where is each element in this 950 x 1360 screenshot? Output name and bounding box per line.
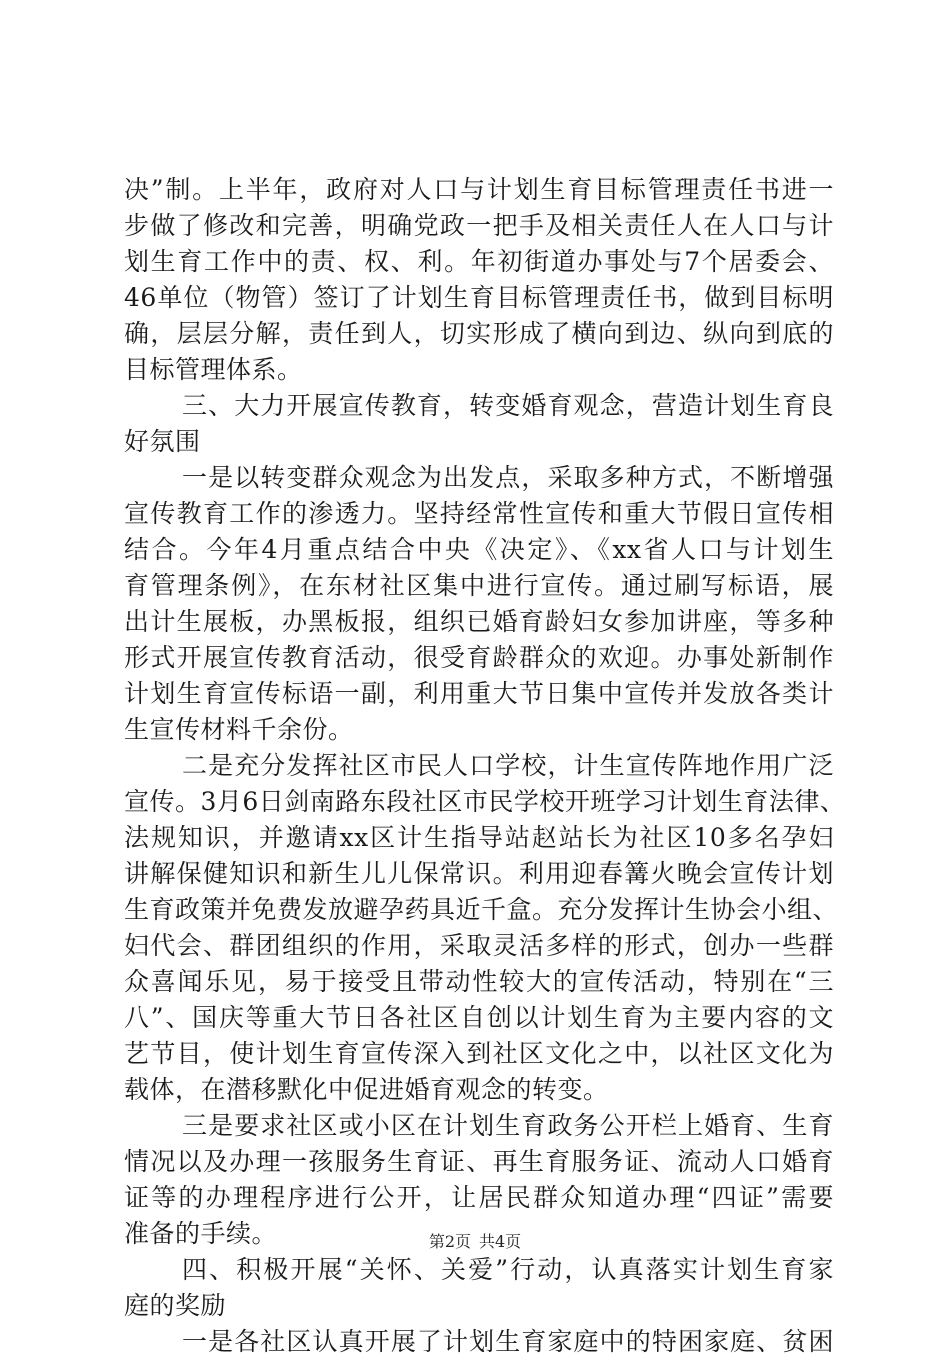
text-line: 八”、国庆等重大节日各社区自创以计划生育为主要内容的文 <box>124 1003 834 1032</box>
text-line: 艺节目，使计划生育宣传深入到社区文化之中，以社区文化为 <box>124 1039 834 1068</box>
text-line: 讲解保健知识和新生儿儿保常识。利用迎春篝火晚会宣传计划 <box>124 859 834 888</box>
text-line: 计划生育宣传标语一副，利用重大节日集中宣传并发放各类计 <box>124 679 834 708</box>
text-line: 生宣传材料千余份。 <box>124 715 354 744</box>
text-line: 载体，在潜移默化中促进婚育观念的转变。 <box>124 1075 609 1104</box>
text-line: 三是要求社区或小区在计划生育政务公开栏上婚育、生育 <box>182 1111 834 1140</box>
text-line: 妇代会、群团组织的作用，采取灵活多样的形式，创办一些群 <box>124 931 834 960</box>
text-line: 划生育工作中的责、权、利。年初街道办事处与7个居委会、 <box>124 247 834 276</box>
text-line: 一是各社区认真开展了计划生育家庭中的特困家庭、贫困 <box>182 1327 834 1356</box>
text-line: 法规知识，并邀请xx区计生指导站赵站长为社区10多名孕妇 <box>124 823 834 852</box>
text-line: 众喜闻乐见，易于接受且带动性较大的宣传活动，特别在“三 <box>124 967 834 996</box>
text-line: 准备的手续。 <box>124 1219 278 1248</box>
section-heading: 好氛围 <box>124 427 201 456</box>
text-line: 育管理条例》，在东材社区集中进行宣传。通过刷写标语，展 <box>124 571 834 600</box>
text-line: 46单位（物管）签订了计划生育目标管理责任书，做到目标明 <box>124 283 834 312</box>
text-line: 宣传。3月6日剑南路东段社区市民学校开班学习计划生育法律、 <box>124 787 846 816</box>
text-line: 一是以转变群众观念为出发点，采取多种方式，不断增强 <box>182 463 834 492</box>
page-footer <box>0 1232 950 1252</box>
text-line: 确，层层分解，责任到人，切实形成了横向到边、纵向到底的 <box>124 319 834 348</box>
text-line: 出计生展板，办黑板报，组织已婚育龄妇女参加讲座，等多种 <box>124 607 834 636</box>
text-line: 证等的办理程序进行公开，让居民群众知道办理“四证”需要 <box>124 1183 834 1212</box>
section-heading: 四、积极开展“关怀、关爱”行动，认真落实计划生育家 <box>182 1255 834 1284</box>
page-total: 共4页 <box>479 1232 522 1251</box>
text-line: 目标管理体系。 <box>124 355 303 384</box>
page-number: 第2页 <box>428 1232 471 1251</box>
text-line: 生育政策并免费发放避孕药具近千盒。充分发挥计生协会小组、 <box>124 895 839 924</box>
body-text <box>124 172 846 1360</box>
text-line: 形式开展宣传教育活动，很受育龄群众的欢迎。办事处新制作 <box>124 643 834 672</box>
text-line: 情况以及办理一孩服务生育证、再生育服务证、流动人口婚育 <box>124 1147 834 1176</box>
text-line: 结合。今年4月重点结合中央《决定》、《xx省人口与计划生 <box>124 535 834 564</box>
text-line: 宣传教育工作的渗透力。坚持经常性宣传和重大节假日宣传相 <box>124 499 834 528</box>
text-line: 步做了修改和完善，明确党政一把手及相关责任人在人口与计 <box>124 211 834 240</box>
text-line: 决”制。上半年，政府对人口与计划生育目标管理责任书进一 <box>124 175 834 204</box>
section-heading: 庭的奖励 <box>124 1291 227 1320</box>
text-line: 二是充分发挥社区市民人口学校，计生宣传阵地作用广泛 <box>182 751 834 780</box>
section-heading: 三、大力开展宣传教育，转变婚育观念，营造计划生育良 <box>182 391 834 420</box>
